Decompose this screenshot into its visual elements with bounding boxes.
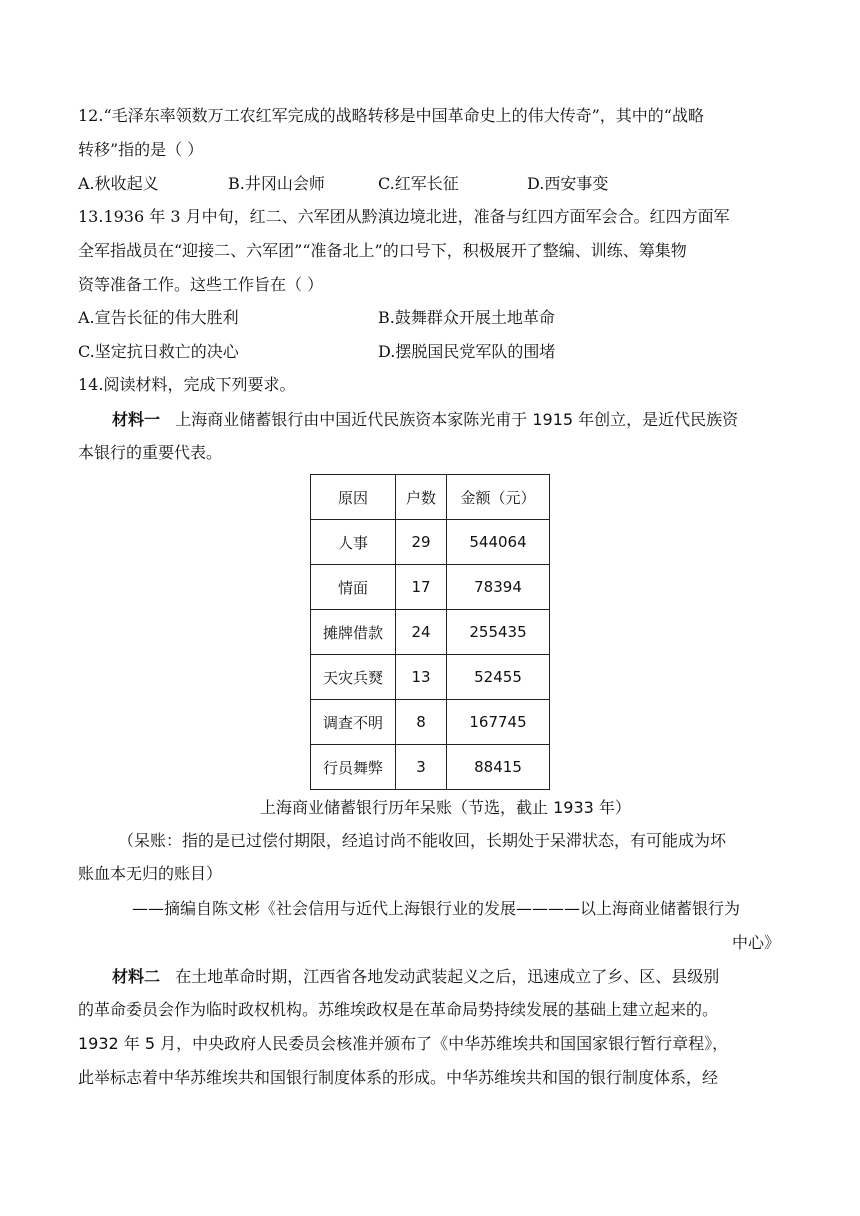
material2-text1: 在土地革命时期，江西省各地发动武装起义之后，迅速成立了乡、区、县级别 bbox=[175, 967, 720, 986]
q13-option-b: B.鼓舞群众开展土地革命 bbox=[378, 308, 555, 327]
q12-option-d: D.西安事变 bbox=[527, 174, 609, 193]
table-cell-reason: 天灾兵燹 bbox=[311, 655, 396, 700]
table-row bbox=[311, 700, 550, 745]
q13-stem-line3: 资等准备工作。这些工作旨在（ ） bbox=[78, 275, 324, 294]
material1-text1: 上海商业储蓄银行由中国近代民族资本家陈光甫于 1915 年创立，是近代民族资 bbox=[175, 410, 739, 429]
q12-option-a: A.秋收起义 bbox=[78, 174, 159, 193]
q13-option-d: D.摆脱国民党军队的围堵 bbox=[378, 342, 556, 361]
table-row bbox=[311, 745, 550, 790]
q13-stem-line2: 全军指战员在“迎接二、六军团”“准备北上”的口号下，积极展开了整编、训练、筹集物 bbox=[78, 241, 687, 260]
table-cell-amount: 544064 bbox=[447, 520, 550, 565]
table-cell-amount: 52455 bbox=[447, 655, 550, 700]
material2-line3: 1932 年 5 月，中央政府人民委员会核准并颁布了《中华苏维埃共和国国家银行暂行章程》， bbox=[78, 1034, 729, 1053]
table-cell-amount: 255435 bbox=[447, 610, 550, 655]
table-cell-count: 17 bbox=[396, 565, 447, 610]
table-cell-reason: 情面 bbox=[311, 565, 396, 610]
table-cell-count: 8 bbox=[396, 700, 447, 745]
bad-debt-table bbox=[310, 474, 550, 790]
material2-label: 材料二 bbox=[112, 967, 161, 986]
q13-option-a: A.宣告长征的伟大胜利 bbox=[78, 308, 239, 327]
note-line1: （呆账：指的是已过偿付期限，经追讨尚不能收回，长期处于呆滞状态，有可能成为坏 bbox=[118, 831, 727, 850]
material1-line1 bbox=[112, 410, 738, 430]
table-cell-count: 13 bbox=[396, 655, 447, 700]
q13-stem-line1: 13.1936 年 3 月中旬，红二、六军团从黔滇边境北进，准备与红四方面军会合。红四方面军 bbox=[78, 207, 730, 226]
source-line1: ——摘编自陈文彬《社会信用与近代上海银行业的发展————以上海商业储蓄银行为 bbox=[132, 899, 741, 918]
table-caption: 上海商业储蓄银行历年呆账（节选，截止 1933 年） bbox=[260, 798, 631, 817]
material1-line2: 本银行的重要代表。 bbox=[78, 443, 223, 462]
q13-option-c: C.坚定抗日救亡的决心 bbox=[78, 342, 239, 361]
table-cell-count: 24 bbox=[396, 610, 447, 655]
material2-line1 bbox=[112, 967, 719, 987]
table-cell-reason: 摊牌借款 bbox=[311, 610, 396, 655]
note-line2: 账血本无归的账目） bbox=[78, 864, 223, 883]
table-cell-amount: 88415 bbox=[447, 745, 550, 790]
table-cell-reason: 人事 bbox=[311, 520, 396, 565]
table-row bbox=[311, 610, 550, 655]
table-cell-reason: 调查不明 bbox=[311, 700, 396, 745]
q12-option-b: B.井冈山会师 bbox=[228, 174, 325, 193]
q12-stem-line1: 12.“毛泽东率领数万工农红军完成的战略转移是中国革命史上的伟大传奇”，其中的“战略 bbox=[78, 106, 704, 125]
source-line2: 中心》 bbox=[732, 933, 781, 952]
table-header-cell: 金额（元） bbox=[447, 475, 550, 520]
table-cell-count: 29 bbox=[396, 520, 447, 565]
q12-option-c: C.红军长征 bbox=[378, 174, 459, 193]
table-cell-amount: 167745 bbox=[447, 700, 550, 745]
q12-stem-line2: 转移”指的是（ ） bbox=[78, 140, 204, 159]
table-header-cell: 原因 bbox=[311, 475, 396, 520]
table-row bbox=[311, 655, 550, 700]
material1-label: 材料一 bbox=[112, 410, 161, 429]
table-row bbox=[311, 565, 550, 610]
table-cell-count: 3 bbox=[396, 745, 447, 790]
table-cell-reason: 行员舞弊 bbox=[311, 745, 396, 790]
table-row bbox=[311, 520, 550, 565]
table-cell-amount: 78394 bbox=[447, 565, 550, 610]
q14-prompt: 14.阅读材料，完成下列要求。 bbox=[78, 375, 296, 394]
table-header-row bbox=[311, 475, 550, 520]
material2-line2: 的革命委员会作为临时政权机构。苏维埃政权是在革命局势持续发展的基础上建立起来的。 bbox=[78, 1000, 719, 1019]
material2-line4: 此举标志着中华苏维埃共和国银行制度体系的形成。中华苏维埃共和国的银行制度体系，经 bbox=[78, 1068, 719, 1087]
table-header-cell: 户数 bbox=[396, 475, 447, 520]
